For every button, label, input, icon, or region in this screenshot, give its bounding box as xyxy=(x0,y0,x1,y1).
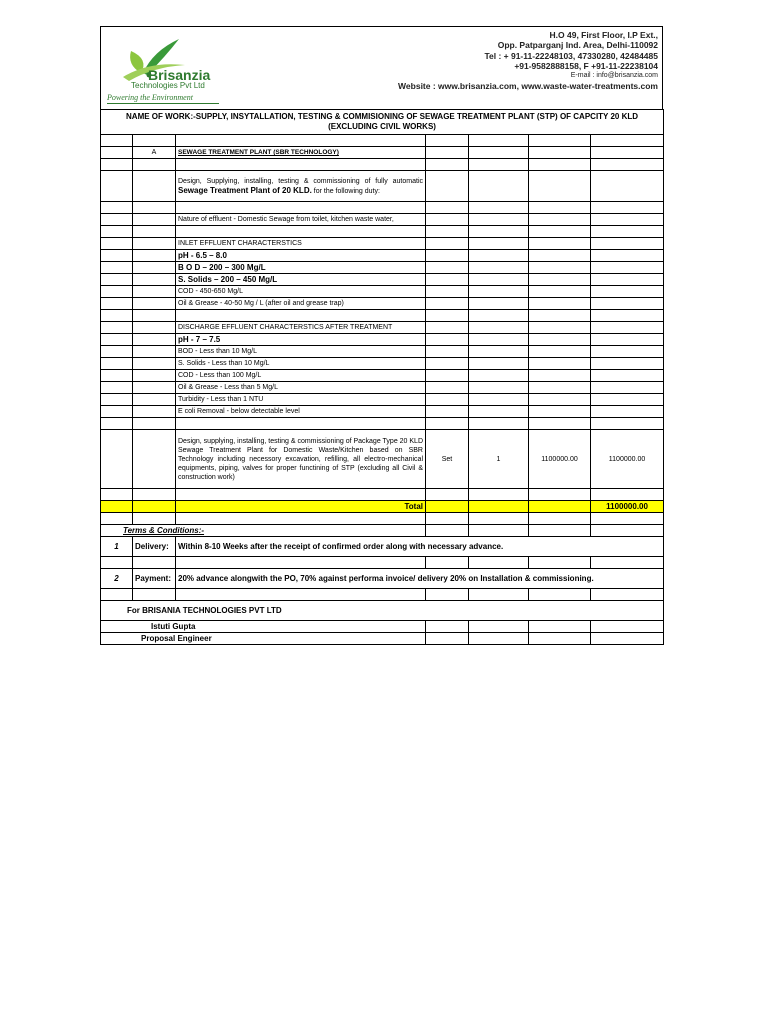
address-line: Opp. Patparganj Ind. Area, Delhi-110092 xyxy=(497,40,658,51)
spacer-row xyxy=(101,418,664,430)
spacer-row xyxy=(101,159,664,171)
discharge-item: E coli Removal - below detectable level xyxy=(176,406,426,418)
quotation-table xyxy=(100,109,664,645)
brand-tagline: Powering the Environment xyxy=(107,93,193,102)
signoff-designation: Proposal Engineer xyxy=(101,633,426,645)
signoff-name-row xyxy=(101,621,664,633)
company-address xyxy=(398,30,658,92)
effluent-nature-row xyxy=(101,214,664,226)
discharge-item-row xyxy=(101,358,664,370)
discharge-heading: DISCHARGE EFFLUENT CHARACTERSTICS AFTER TREATMENT xyxy=(176,322,426,334)
item-description: Design, supplying, installing, testing & commissioning of Package Type 20 KLD Sewage Treatment Plant for Domestic Waste/Kitchen based on SBR Technology including necessory excavation, refilling, all electro-mechanical equipments, piping, valves for proper functining of STP (excluding all Civil & construction work) xyxy=(176,430,426,489)
term-label: Delivery: xyxy=(133,537,176,557)
spacer-row xyxy=(101,310,664,322)
spacer-row xyxy=(101,202,664,214)
discharge-item: COD - Less than 100 Mg/L xyxy=(176,370,426,382)
spacer-row xyxy=(101,513,664,525)
inlet-item: S. Solids – 200 – 450 Mg/L xyxy=(176,274,426,286)
effluent-nature: Nature of effluent - Domestic Sewage from toilet, kitchen waste water, xyxy=(176,214,426,226)
term-number: 2 xyxy=(101,569,133,589)
intro-prefix: Design, Supplying, installing, testing & commissioning of fully automatic xyxy=(178,177,423,185)
quotation-sheet xyxy=(100,26,663,645)
discharge-item: pH - 7 – 7.5 xyxy=(176,334,426,346)
discharge-item-row xyxy=(101,394,664,406)
brand-name: Brisanzia xyxy=(148,67,211,83)
discharge-item: Turbidity - Less than 1 NTU xyxy=(176,394,426,406)
intro-suffix: for the following duty: xyxy=(311,187,380,195)
terms-heading-row xyxy=(101,525,664,537)
terms-heading: Terms & Conditions:- xyxy=(101,525,426,537)
address-line: Tel : + 91-11-22248103, 47330280, 42484485 xyxy=(484,50,658,61)
term-text: Within 8-10 Weeks after the receipt of confirmed order along with necessary advance. xyxy=(176,537,664,557)
address-line: Website : www.brisanzia.com, www.waste-water-treatments.com xyxy=(398,81,658,92)
tagline-rule xyxy=(107,103,219,104)
work-title-row xyxy=(101,110,664,135)
discharge-item: S. Solids - Less than 10 Mg/L xyxy=(176,358,426,370)
discharge-item-row xyxy=(101,382,664,394)
address-line: +91-9582888158, F +91-11-22238104 xyxy=(514,60,658,71)
term-label: Payment: xyxy=(133,569,176,589)
total-amount: 1100000.00 xyxy=(591,501,664,513)
section-label: A xyxy=(133,147,176,159)
address-line: E-mail : info@brisanzia.com xyxy=(570,72,658,80)
inlet-item: COD - 450-650 Mg/L xyxy=(176,286,426,298)
inlet-item-row xyxy=(101,298,664,310)
work-title: NAME OF WORK:-SUPPLY, INSYTALLATION, TESTING & COMMISIONING OF SEWAGE TREATMENT PLANT (STP) OF CAPCITY 20 KLD (EXCLUDING CIVIL WORKS) xyxy=(101,110,664,135)
inlet-item-row xyxy=(101,250,664,262)
intro-highlight: Sewage Treatment Plant of 20 KLD. xyxy=(178,185,312,195)
spacer-row xyxy=(101,226,664,238)
inlet-item: Oil & Grease - 40-50 Mg / L (after oil and grease trap) xyxy=(176,298,426,310)
inlet-item: B O D – 200 – 300 Mg/L xyxy=(176,262,426,274)
term-number: 1 xyxy=(101,537,133,557)
item-row xyxy=(101,430,664,489)
total-label: Total xyxy=(176,501,426,513)
discharge-item-row xyxy=(101,334,664,346)
discharge-item-row xyxy=(101,406,664,418)
term-text: 20% advance alongwith the PO, 70% against performa invoice/ delivery 20% on Installation & commissioning. xyxy=(176,569,664,589)
term-row-delivery xyxy=(101,537,664,557)
term-row-payment xyxy=(101,569,664,589)
total-row xyxy=(101,501,664,513)
signoff-name: Istuti Gupta xyxy=(101,621,426,633)
discharge-item: BOD - Less than 10 Mg/L xyxy=(176,346,426,358)
spacer-row xyxy=(101,489,664,501)
section-name: SEWAGE TREATMENT PLANT (SBR TECHNOLOGY) xyxy=(176,147,426,159)
item-qty: 1 xyxy=(469,430,529,489)
discharge-item: Oil & Grease - Less than 5 Mg/L xyxy=(176,382,426,394)
inlet-heading-row xyxy=(101,238,664,250)
letterhead xyxy=(100,26,663,109)
brand-subtitle: Technologies Pvt Ltd xyxy=(131,81,205,90)
signoff-company-row xyxy=(101,601,664,621)
inlet-item-row xyxy=(101,286,664,298)
discharge-heading-row xyxy=(101,322,664,334)
spacer-row xyxy=(101,557,664,569)
item-rate: 1100000.00 xyxy=(529,430,591,489)
inlet-item-row xyxy=(101,262,664,274)
address-line: H.O 49, First Floor, I.P Ext., xyxy=(549,30,658,40)
signoff-designation-row xyxy=(101,633,664,645)
spacer-row xyxy=(101,589,664,601)
inlet-item-row xyxy=(101,274,664,286)
item-amount: 1100000.00 xyxy=(591,430,664,489)
discharge-item-row xyxy=(101,346,664,358)
section-row xyxy=(101,147,664,159)
discharge-item-row xyxy=(101,370,664,382)
item-unit: Set xyxy=(426,430,469,489)
spacer-row xyxy=(101,135,664,147)
intro-row xyxy=(101,171,664,202)
inlet-heading: INLET EFFLUENT CHARACTERSTICS xyxy=(176,238,426,250)
signoff-company: For BRISANIA TECHNOLOGIES PVT LTD xyxy=(101,601,664,621)
inlet-item: pH - 6.5 – 8.0 xyxy=(176,250,426,262)
intro-description xyxy=(176,171,426,202)
